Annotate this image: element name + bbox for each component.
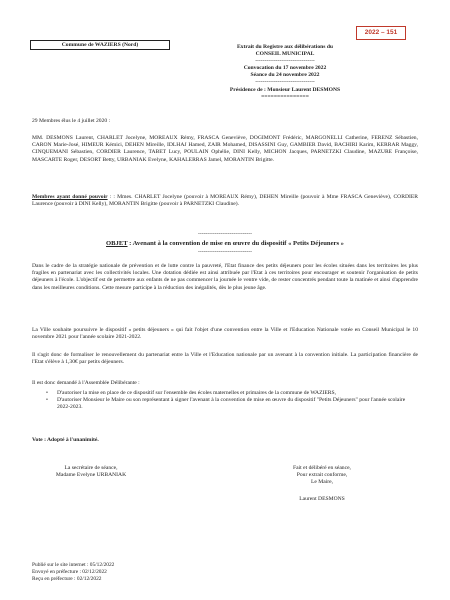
secretary-title: La secrétaire de séance,	[64, 465, 118, 471]
extract-separator-2: --------------------------------	[255, 79, 315, 86]
decision-list	[32, 390, 418, 412]
mayor-line-3: Le Maire,	[310, 479, 334, 486]
decision-item: • D'autoriser Monsieur le Maire ou son représentant à signer l'avenant à la convention de mise en œuvre du dispositif "Petits Déjeuners" pour l'année scolaire 2022-2023.	[46, 397, 406, 411]
mayor-name: Laurent DESMONS	[299, 495, 345, 502]
mayor-signature	[262, 465, 382, 503]
publication-date: Publié sur le site internet : 05/12/2022	[32, 562, 115, 568]
secretary-signature	[32, 465, 150, 479]
extract-separator-3: ===============	[261, 93, 309, 100]
presidence: Présidence de : Monsieur Laurent DESMONS	[229, 86, 341, 93]
objet-heading	[32, 240, 418, 248]
objet-label: OBJET	[106, 240, 128, 247]
members-elected: 29 Membres élus le 4 juillet 2020 :	[32, 118, 111, 124]
prefecture-sent-date: Envoyé en préfecture : 02/12/2022	[32, 568, 107, 575]
paragraph-avenant: Il s'agit donc de formaliser le renouvellement du partenariat entre la Ville et l'Education nationale par un avenant à la convention initiale. La participation financière de l'Etat s'élève à 1,30€ par petits déjeuners.	[32, 352, 418, 366]
pouvoir-text: : : Mmes. CHARLET Jocelyne (pouvoir à MOREAUX Rémy), DEHEN Mireille (pouvoir à Mme FRASCA Geneviève), CORDIER Laurence (pouvoir à DINI Kelly), MORANTIN Brigitte (pouvoir à PARNETZKI Claudine).	[32, 194, 418, 208]
decision-item: • D'autoriser la mise en place de ce dispositif sur l'ensemble des écoles maternelles et primaires de la commune de WAZIERS,	[46, 390, 337, 396]
pouvoir-label: Membres ayant donné pouvoir	[32, 194, 108, 200]
extract-separator-1: --------------------------------	[255, 58, 315, 65]
extract-header	[200, 44, 370, 101]
paragraph-context: Dans le cadre de la stratégie nationale de prévention et de lutte contre la pauvreté, l'Etat finance des petits déjeuners pour les écoles situées dans les territoires les plus fragiles en partenariat avec les collectivités locales. Une dotation dédiée est ainsi attribuée par l'Etat à ces territoires pour encourager et soutenir l'organisation de petits déjeuners à l'école. L'objectif est de permettre aux enfants de ne pas commencer la journée le ventre vide, de rester concentrés pendant toute la matinée et ainsi d'apprendre dans les meilleures conditions. Cette mesure participe à la réduction des inégalités, dès le plus jeune âge.	[32, 263, 418, 291]
bullet-icon: •	[46, 397, 48, 404]
commune-header: Commune de WAZIERS (Nord)	[30, 40, 170, 50]
extract-line-2: CONSEIL MUNICIPAL	[255, 51, 315, 58]
secretary-name: Madame Evelyne URBANIAK	[55, 472, 127, 479]
bullet-icon: •	[46, 390, 48, 396]
members-list: MM. DESMONS Laurent, CHARLET Jocelyne, MOREAUX Rémy, FRASCA Geneviève, DOGIMONT Frédéric, MARGONELLI Catherine, FERENZ Sébastien, CARON Marie-José, HIMEUR Kémici, DEHEN Mireille, IDLHAJ Hamed, ZAIR Mohamed, DISASSINI Guy, GAMBIER David, BACHIRI Karim, KERRAR Maggy, CINQUEMANI Sébastien, CORDIER Laurence, TABET Lucy, POULAIN Ophélie, DINI Kelly, MICHON Jacques, PARNETZKI Claudine, MAZURE Françoise, MASCARTE Roger, DESORT Betty, URBANIAK Evelyne, KAHALERRAS Jamel, MORANTIN Brigitte.	[32, 135, 418, 163]
objet-separator-bottom: -----------------------------	[197, 249, 253, 255]
mayor-line-1: Fait et délibéré en séance,	[293, 465, 351, 471]
seance-date: Séance du 24 novembre 2022	[250, 72, 320, 79]
vote-result: Vote : Adopté à l'unanimité.	[32, 437, 99, 443]
extract-line-1: Extrait du Registre aux délibérations du	[236, 44, 334, 50]
paragraph-continuation: La Ville souhaite poursuivre le dispositif « petits déjeuners » qui fait l'objet d'une convention entre la Ville et l'Education Nationale votée en Conseil Municipal le 10 novembre 2021 pour l'année scolaire 2021-2022.	[32, 327, 418, 341]
transmission-footer	[32, 562, 114, 582]
prefecture-received-date: Reçu en préfecture : 02/12/2022	[32, 575, 102, 582]
pouvoir-paragraph	[32, 194, 418, 208]
paragraph-request: Il est donc demandé à l'Assemblée Délibérante :	[32, 380, 140, 386]
objet-text: : Avenant à la convention de mise en œuvre du dispositif « Petits Déjeuners »	[127, 240, 344, 247]
deliberation-number-box: 2022 – 151	[356, 26, 406, 40]
mayor-line-2: Pour extrait conforme,	[296, 472, 348, 479]
convocation-date: Convocation du 17 novembre 2022	[243, 65, 327, 72]
objet-separator-top: -----------------------------	[197, 231, 253, 237]
